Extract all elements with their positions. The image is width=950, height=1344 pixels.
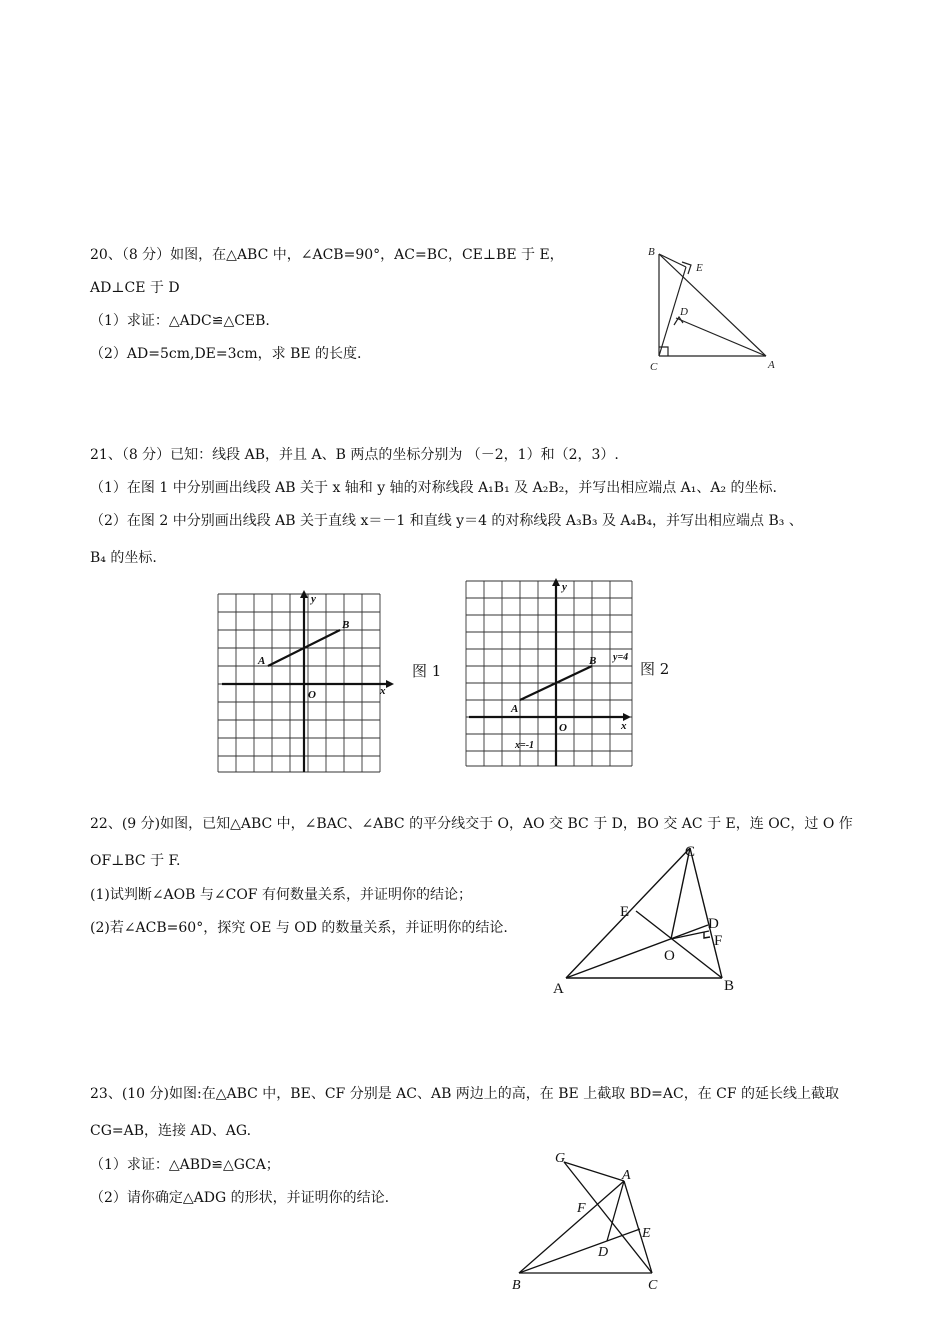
q21-line1: 21、（8 分）已知：线段 AB，并且 A、B 两点的坐标分别为 （－2，1）和（2，3）. <box>90 447 619 463</box>
q22-part2: (2)若∠ACB=60°，探究 OE 与 OD 的数量关系，并证明你的结论. <box>90 920 508 936</box>
q22-part1: (1)试判断∠AOB 与∠COF 有何数量关系，并证明你的结论； <box>90 887 472 903</box>
q23-label-G: G <box>555 1151 566 1166</box>
q21-fig2-line-x-label: x=-1 <box>515 740 535 751</box>
q22-label-C: C <box>685 844 696 860</box>
q20-label-E: E <box>696 262 703 274</box>
q22-line2: OF⊥BC 于 F. <box>90 853 181 869</box>
q22-line1: 22、(9 分)如图，已知△ABC 中，∠BAC、∠ABC 的平分线交于 O，AO 交 BC 于 D，BO 交 AC 于 E，连 OC，过 O 作 <box>90 816 853 832</box>
q21-fig1 <box>214 590 394 776</box>
q21-fig2-y-label: y <box>562 581 567 593</box>
q22-label-F: F <box>714 933 723 949</box>
q21-fig2-B-label: B <box>589 655 597 667</box>
q23-label-E: E <box>642 1226 651 1241</box>
q22-label-O: O <box>664 948 675 964</box>
q23-label-C: C <box>648 1278 658 1293</box>
q23-line2: CG=AB，连接 AD、AG. <box>90 1123 252 1139</box>
q21-fig1-origin-label: O <box>308 689 316 701</box>
q20-label-A: A <box>768 359 775 371</box>
q21-fig1-x-label: x <box>380 685 386 697</box>
q21-fig2 <box>463 578 643 770</box>
q23-label-B: B <box>512 1278 521 1293</box>
q21-part2a: （2）在图 2 中分别画出线段 AB 关于直线 x＝－1 和直线 y＝4 的对称线段 A₃B₃ 及 A₄B₄，并写出相应端点 B₃ 、 <box>90 513 803 529</box>
q21-fig1-caption: 图 1 <box>412 662 442 680</box>
q23-label-D: D <box>598 1245 609 1260</box>
q23-label-F: F <box>577 1201 586 1216</box>
q20-part1: （1）求证：△ADC≌△CEB. <box>90 313 270 329</box>
q20-part2: （2）AD=5cm,DE=3cm，求 BE 的长度. <box>90 346 362 362</box>
q21-fig2-caption: 图 2 <box>640 660 670 678</box>
q22-label-E: E <box>620 904 630 920</box>
q21-fig2-origin-label: O <box>559 722 567 734</box>
q22-label-D: D <box>708 916 719 932</box>
q21-fig1-B-label: B <box>342 619 350 631</box>
q22-label-A: A <box>553 981 564 997</box>
q20-label-C: C <box>650 361 658 373</box>
q21-part1: （1）在图 1 中分别画出线段 AB 关于 x 轴和 y 轴的对称线段 A₁B₁ 及 A₂B₂，并写出相应端点 A₁、A₂ 的坐标. <box>90 480 778 496</box>
q21-fig2-A-label: A <box>511 703 519 715</box>
q23-part2: （2）请你确定△ADG 的形状，并证明你的结论. <box>90 1190 390 1206</box>
q22-label-B: B <box>724 978 735 994</box>
q23-line1: 23、(10 分)如图:在△ABC 中，BE、CF 分别是 AC、AB 两边上的高，在 BE 上截取 BD=AC，在 CF 的延长线上截取 <box>90 1086 840 1102</box>
q20-figure <box>640 240 790 380</box>
q23-label-A: A <box>622 1168 631 1183</box>
q21-part2b: B₄ 的坐标. <box>90 550 157 566</box>
q21-fig2-line-y-label: y=4 <box>613 652 629 663</box>
q21-fig2-x-label: x <box>621 720 627 732</box>
q23-part1: （1）求证：△ABD≌△GCA； <box>90 1157 280 1173</box>
q20-line1: 20、（8 分）如图，在△ABC 中，∠ACB=90°，AC=BC，CE⊥BE 于 E， <box>90 247 564 263</box>
q23-figure <box>500 1142 680 1297</box>
q20-label-B: B <box>648 246 655 258</box>
q20-label-D: D <box>680 306 688 318</box>
q21-fig1-A-label: A <box>258 655 266 667</box>
q20-line2: AD⊥CE 于 D <box>90 280 180 296</box>
q22-figure <box>540 838 750 1000</box>
q21-fig1-y-label: y <box>311 593 316 605</box>
